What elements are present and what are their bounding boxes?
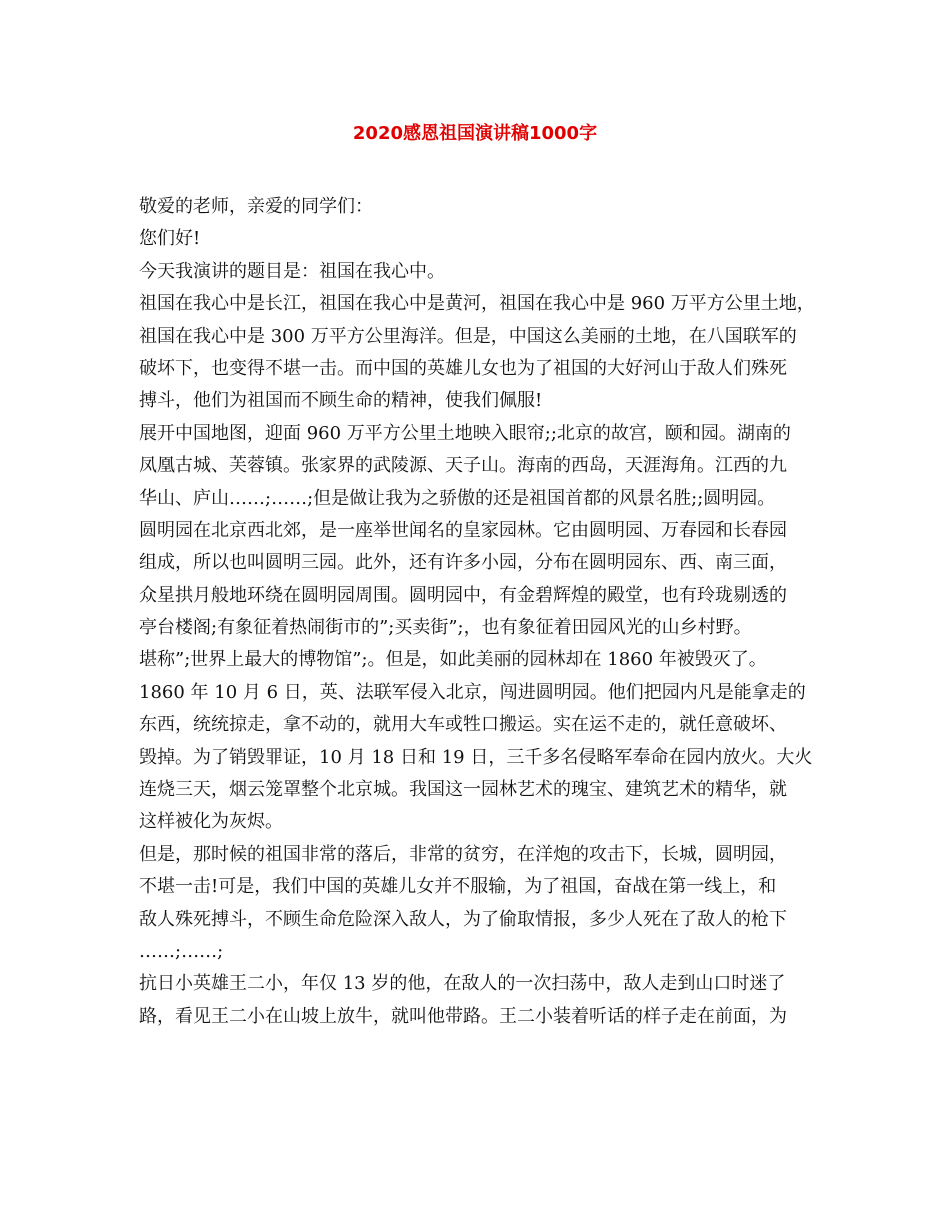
text-line: 但是，那时候的祖国非常的落后，非常的贫穷，在洋炮的攻击下，长城，圆明园， [139, 843, 787, 865]
text-line: 破坏下，也变得不堪一击。而中国的英雄儿女也为了祖国的大好河山于敌人们殊死 [139, 357, 787, 379]
text-line: 堪称”;世界上最大的博物馆”;。但是，如此美丽的园林却在 1860 年被毁灭了。 [139, 649, 767, 671]
text-line: 华山、庐山……;……;但是做让我为之骄傲的还是祖国首都的风景名胜;;圆明园。 [139, 487, 776, 509]
text-line: 今天我演讲的题目是：祖国在我心中。 [139, 260, 445, 282]
text-line: 祖国在我心中是长江，祖国在我心中是黄河，祖国在我心中是 960 万平方公里土地， [139, 293, 815, 315]
document-title: 2020感恩祖国演讲稿1000字 [352, 123, 598, 144]
text-line: 敬爱的老师，亲爱的同学们： [139, 196, 373, 217]
text-line: 东西，统统掠走，拿不动的，就用大车或牲口搬运。实在运不走的，就任意破坏、 [139, 714, 787, 736]
text-line: 您们好! [139, 228, 201, 250]
text-line: 敌人殊死搏斗，不顾生命危险深入敌人，为了偷取情报，多少人死在了敌人的枪下 [139, 908, 787, 930]
text-line: 祖国在我心中是 300 万平方公里海洋。但是，中国这么美丽的土地，在八国联军的 [139, 325, 797, 347]
text-line: ……;……; [139, 940, 224, 962]
text-line: 亭台楼阁;有象征着热闹街市的”;买卖街”;，也有象征着田园风光的山乡村野。 [139, 617, 752, 639]
text-line: 展开中国地图，迎面 960 万平方公里土地映入眼帘;;北京的故宫，颐和园。湖南的 [139, 422, 791, 444]
text-line: 这样被化为灰烬。 [139, 811, 283, 833]
text-line: 组成，所以也叫圆明三园。此外，还有许多小园，分布在圆明园东、西、南三面， [139, 552, 787, 574]
text-line: 毁掉。为了销毁罪证，10 月 18 日和 19 日，三千多名侵略军奉命在园内放火。大火 [139, 746, 813, 768]
text-line: 众星拱月般地环绕在圆明园周围。圆明园中，有金碧辉煌的殿堂，也有玲珑剔透的 [139, 584, 787, 606]
text-line: 连烧三天，烟云笼罩整个北京城。我国这一园林艺术的瑰宝、建筑艺术的精华，就 [139, 779, 787, 801]
text-line: 凤凰古城、芙蓉镇。张家界的武陵源、天子山。海南的西岛，天涯海角。江西的九 [139, 455, 787, 477]
text-line: 路，看见王二小在山坡上放牛，就叫他带路。王二小装着听话的样子走在前面，为 [139, 1005, 787, 1027]
text-line: 1860 年 10 月 6 日，英、法联军侵入北京，闯进圆明园。他们把园内凡是能拿走的 [139, 681, 806, 703]
text-line: 搏斗，他们为祖国而不顾生命的精神，使我们佩服! [139, 390, 543, 412]
text-line: 不堪一击!可是，我们中国的英雄儿女并不服输，为了祖国，奋战在第一线上，和 [139, 876, 777, 898]
document-body [139, 191, 839, 1033]
text-line: 抗日小英雄王二小，年仅 13 岁的他，在敌人的一次扫荡中，敌人走到山口时迷了 [139, 973, 786, 995]
text-line: 圆明园在北京西北郊，是一座举世闻名的皇家园林。它由圆明园、万春园和长春园 [139, 519, 787, 541]
